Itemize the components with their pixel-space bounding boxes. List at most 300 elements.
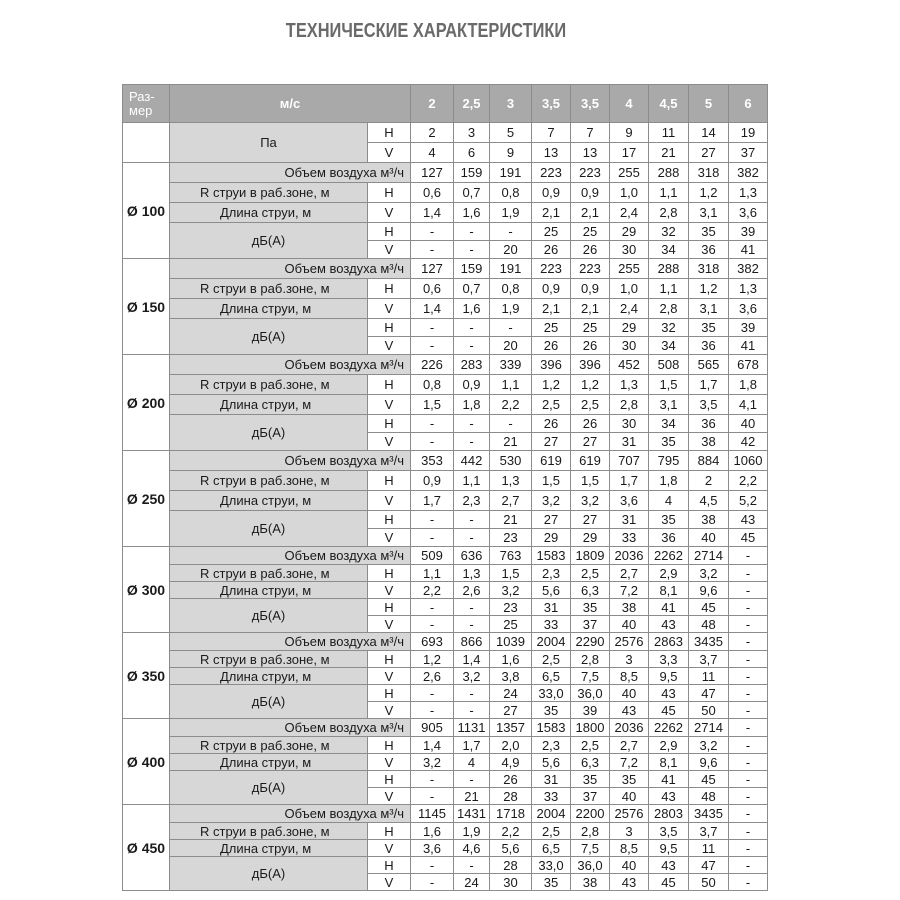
direction-cell: V: [368, 840, 411, 857]
direction-cell: V: [368, 668, 411, 685]
length-label: Длина струи, м: [170, 299, 368, 319]
direction-cell: V: [368, 702, 411, 719]
size-cell: Ø 300: [123, 547, 170, 633]
value-cell: 35: [532, 874, 571, 891]
db-row-h: [123, 319, 768, 337]
value-cell: 37: [729, 143, 768, 163]
value-cell: 40: [610, 857, 649, 874]
value-cell: -: [454, 337, 490, 355]
value-cell: 1800: [571, 719, 610, 737]
value-cell: 35: [571, 771, 610, 788]
value-cell: 2,3: [532, 737, 571, 754]
value-cell: 21: [649, 143, 689, 163]
db-label: дБ(А): [170, 319, 368, 355]
value-cell: 25: [532, 223, 571, 241]
r-jet-row: [123, 375, 768, 395]
value-cell: 0,9: [571, 279, 610, 299]
r-jet-row: [123, 279, 768, 299]
value-cell: -: [454, 511, 490, 529]
value-cell: -: [729, 668, 768, 685]
value-cell: -: [729, 771, 768, 788]
value-cell: 27: [571, 433, 610, 451]
value-cell: 11: [689, 668, 729, 685]
value-cell: -: [411, 433, 454, 451]
value-cell: 38: [689, 511, 729, 529]
db-row-h: [123, 223, 768, 241]
direction-cell: V: [368, 529, 411, 547]
value-cell: -: [729, 616, 768, 633]
value-cell: 1,6: [411, 823, 454, 840]
value-cell: 1,3: [610, 375, 649, 395]
value-cell: 6,3: [571, 754, 610, 771]
volume-label: Объем воздуха м³/ч: [170, 163, 411, 183]
value-cell: 9,6: [689, 582, 729, 599]
value-cell: 35: [532, 702, 571, 719]
value-cell: 26: [532, 415, 571, 433]
value-cell: -: [729, 582, 768, 599]
value-cell: 1,4: [411, 299, 454, 319]
value-cell: 1,2: [689, 279, 729, 299]
direction-cell: V: [368, 874, 411, 891]
value-cell: 5,6: [532, 582, 571, 599]
value-cell: 25: [490, 616, 532, 633]
volume-label: Объем воздуха м³/ч: [170, 633, 411, 651]
value-cell: 1431: [454, 805, 490, 823]
value-cell: 3,2: [490, 582, 532, 599]
value-cell: 693: [411, 633, 454, 651]
value-cell: 619: [532, 451, 571, 471]
db-label: дБ(А): [170, 685, 368, 719]
value-cell: 43: [649, 685, 689, 702]
volume-row: [123, 719, 768, 737]
value-cell: 42: [729, 433, 768, 451]
r-jet-row: [123, 183, 768, 203]
direction-cell: H: [368, 511, 411, 529]
value-cell: 2,1: [532, 299, 571, 319]
value-cell: 8,1: [649, 582, 689, 599]
value-cell: 1,5: [411, 395, 454, 415]
value-cell: 43: [649, 857, 689, 874]
value-cell: 20: [490, 337, 532, 355]
value-cell: 32: [649, 319, 689, 337]
value-cell: 9,6: [689, 754, 729, 771]
direction-cell: H: [368, 599, 411, 616]
value-cell: 1,2: [411, 651, 454, 668]
value-cell: 21: [490, 433, 532, 451]
value-cell: 33,0: [532, 685, 571, 702]
length-row: [123, 491, 768, 511]
value-cell: 37: [571, 616, 610, 633]
value-cell: 9,5: [649, 668, 689, 685]
value-cell: 1,8: [454, 395, 490, 415]
value-cell: 0,9: [532, 279, 571, 299]
value-cell: 2: [689, 471, 729, 491]
value-cell: 36,0: [571, 857, 610, 874]
db-row-h: [123, 511, 768, 529]
r-jet-label: R струи в раб.зоне, м: [170, 279, 368, 299]
speed-col-header: 2: [411, 85, 454, 123]
db-label: дБ(А): [170, 857, 368, 891]
value-cell: 41: [649, 599, 689, 616]
value-cell: 1,3: [490, 471, 532, 491]
length-label: Длина струи, м: [170, 491, 368, 511]
value-cell: 2863: [649, 633, 689, 651]
volume-label: Объем воздуха м³/ч: [170, 547, 411, 565]
value-cell: 3,2: [689, 737, 729, 754]
value-cell: 678: [729, 355, 768, 375]
value-cell: 24: [490, 685, 532, 702]
value-cell: 2,1: [532, 203, 571, 223]
volume-label: Объем воздуха м³/ч: [170, 451, 411, 471]
value-cell: 31: [610, 511, 649, 529]
value-cell: 4: [411, 143, 454, 163]
value-cell: 6: [454, 143, 490, 163]
length-label: Длина струи, м: [170, 840, 368, 857]
value-cell: -: [411, 788, 454, 805]
value-cell: 3,6: [610, 491, 649, 511]
value-cell: 1131: [454, 719, 490, 737]
value-cell: 3: [610, 651, 649, 668]
value-cell: -: [411, 241, 454, 259]
value-cell: 39: [729, 319, 768, 337]
value-cell: 33: [610, 529, 649, 547]
value-cell: 396: [571, 355, 610, 375]
value-cell: 2,7: [610, 565, 649, 582]
value-cell: 38: [689, 433, 729, 451]
value-cell: 25: [571, 223, 610, 241]
value-cell: 707: [610, 451, 649, 471]
value-cell: 40: [610, 616, 649, 633]
value-cell: 442: [454, 451, 490, 471]
volume-row: [123, 259, 768, 279]
value-cell: 1,7: [610, 471, 649, 491]
value-cell: 1,1: [411, 565, 454, 582]
value-cell: 1,3: [729, 183, 768, 203]
value-cell: 0,8: [490, 183, 532, 203]
r-jet-row: [123, 471, 768, 491]
value-cell: 45: [689, 599, 729, 616]
value-cell: 3435: [689, 805, 729, 823]
value-cell: 795: [649, 451, 689, 471]
direction-cell: V: [368, 616, 411, 633]
value-cell: 23: [490, 529, 532, 547]
r-jet-label: R струи в раб.зоне, м: [170, 375, 368, 395]
db-row-h: [123, 599, 768, 616]
value-cell: 11: [649, 123, 689, 143]
value-cell: 25: [571, 319, 610, 337]
value-cell: 5: [490, 123, 532, 143]
direction-cell: V: [368, 203, 411, 223]
value-cell: 34: [649, 415, 689, 433]
length-row: [123, 754, 768, 771]
value-cell: -: [729, 857, 768, 874]
value-cell: 45: [689, 771, 729, 788]
value-cell: 4: [649, 491, 689, 511]
value-cell: 2,8: [571, 651, 610, 668]
value-cell: 2,5: [532, 651, 571, 668]
value-cell: 2,2: [490, 823, 532, 840]
value-cell: 1145: [411, 805, 454, 823]
value-cell: 1,9: [490, 299, 532, 319]
value-cell: 40: [610, 685, 649, 702]
value-cell: 2,2: [411, 582, 454, 599]
value-cell: -: [411, 319, 454, 337]
value-cell: 2,4: [610, 299, 649, 319]
value-cell: 35: [649, 433, 689, 451]
value-cell: -: [729, 737, 768, 754]
db-row-h: [123, 685, 768, 702]
value-cell: 0,6: [411, 183, 454, 203]
volume-row: [123, 451, 768, 471]
value-cell: 30: [610, 415, 649, 433]
value-cell: 2,8: [610, 395, 649, 415]
value-cell: -: [729, 547, 768, 565]
value-cell: 763: [490, 547, 532, 565]
value-cell: 9: [610, 123, 649, 143]
value-cell: 1,8: [729, 375, 768, 395]
db-row-h: [123, 771, 768, 788]
value-cell: 30: [610, 337, 649, 355]
size-cell: Ø 250: [123, 451, 170, 547]
length-label: Длина струи, м: [170, 668, 368, 685]
value-cell: 1060: [729, 451, 768, 471]
value-cell: 6,3: [571, 582, 610, 599]
value-cell: 0,9: [571, 183, 610, 203]
length-label: Длина струи, м: [170, 754, 368, 771]
value-cell: 39: [729, 223, 768, 241]
value-cell: 0,6: [411, 279, 454, 299]
value-cell: 2,2: [729, 471, 768, 491]
value-cell: 5,6: [532, 754, 571, 771]
value-cell: 1,2: [689, 183, 729, 203]
value-cell: 1809: [571, 547, 610, 565]
value-cell: 4,9: [490, 754, 532, 771]
value-cell: -: [729, 685, 768, 702]
value-cell: 4: [454, 754, 490, 771]
value-cell: 223: [571, 259, 610, 279]
value-cell: 34: [649, 337, 689, 355]
value-cell: 1718: [490, 805, 532, 823]
size-cell: Ø 150: [123, 259, 170, 355]
value-cell: -: [411, 223, 454, 241]
value-cell: 3: [454, 123, 490, 143]
size-cell: Ø 350: [123, 633, 170, 719]
value-cell: -: [411, 415, 454, 433]
value-cell: 2,5: [571, 737, 610, 754]
direction-cell: H: [368, 771, 411, 788]
value-cell: 7,2: [610, 754, 649, 771]
value-cell: 2714: [689, 547, 729, 565]
value-cell: -: [411, 529, 454, 547]
value-cell: 530: [490, 451, 532, 471]
value-cell: 2,1: [571, 203, 610, 223]
value-cell: 2,5: [571, 395, 610, 415]
value-cell: 2,5: [532, 395, 571, 415]
value-cell: 2,3: [532, 565, 571, 582]
value-cell: -: [729, 805, 768, 823]
value-cell: 3: [610, 823, 649, 840]
value-cell: 13: [571, 143, 610, 163]
direction-cell: H: [368, 375, 411, 395]
direction-cell: V: [368, 582, 411, 599]
value-cell: 43: [729, 511, 768, 529]
value-cell: -: [411, 599, 454, 616]
value-cell: -: [411, 874, 454, 891]
value-cell: 27: [571, 511, 610, 529]
value-cell: 2200: [571, 805, 610, 823]
value-cell: -: [729, 702, 768, 719]
length-row: [123, 840, 768, 857]
value-cell: 28: [490, 857, 532, 874]
value-cell: 29: [532, 529, 571, 547]
value-cell: 29: [571, 529, 610, 547]
direction-cell: V: [368, 395, 411, 415]
value-cell: 1,1: [649, 279, 689, 299]
value-cell: 1,7: [454, 737, 490, 754]
value-cell: 2,2: [490, 395, 532, 415]
value-cell: 1,4: [411, 737, 454, 754]
value-cell: 318: [689, 259, 729, 279]
speed-header: м/с: [170, 85, 411, 123]
volume-row: [123, 805, 768, 823]
value-cell: 31: [532, 599, 571, 616]
value-cell: 884: [689, 451, 729, 471]
value-cell: 31: [532, 771, 571, 788]
value-cell: 30: [490, 874, 532, 891]
speed-col-header: 3: [490, 85, 532, 123]
value-cell: 2,9: [649, 737, 689, 754]
page-title: ТЕХНИЧЕСКИЕ ХАРАКТЕРИСТИКИ: [285, 20, 567, 42]
value-cell: -: [729, 823, 768, 840]
value-cell: 11: [689, 840, 729, 857]
speed-col-header: 4: [610, 85, 649, 123]
value-cell: 255: [610, 163, 649, 183]
value-cell: 191: [490, 259, 532, 279]
direction-cell: H: [368, 565, 411, 582]
value-cell: -: [411, 337, 454, 355]
pa-row-h: [123, 123, 768, 143]
direction-cell: H: [368, 223, 411, 241]
value-cell: 127: [411, 259, 454, 279]
value-cell: 3,5: [689, 395, 729, 415]
value-cell: 35: [689, 223, 729, 241]
value-cell: 29: [610, 319, 649, 337]
speed-col-header: 3,5: [571, 85, 610, 123]
value-cell: 2,8: [649, 203, 689, 223]
value-cell: 223: [571, 163, 610, 183]
value-cell: 41: [729, 337, 768, 355]
value-cell: 45: [649, 702, 689, 719]
value-cell: 3,6: [729, 299, 768, 319]
value-cell: 20: [490, 241, 532, 259]
value-cell: 7,5: [571, 840, 610, 857]
value-cell: 33: [532, 788, 571, 805]
value-cell: 382: [729, 259, 768, 279]
direction-cell: H: [368, 685, 411, 702]
value-cell: -: [729, 565, 768, 582]
volume-row: [123, 633, 768, 651]
value-cell: 21: [454, 788, 490, 805]
value-cell: -: [729, 840, 768, 857]
value-cell: 43: [649, 788, 689, 805]
value-cell: 1,1: [490, 375, 532, 395]
value-cell: 2036: [610, 547, 649, 565]
value-cell: 2262: [649, 719, 689, 737]
value-cell: 3,1: [689, 203, 729, 223]
value-cell: 8,1: [649, 754, 689, 771]
r-jet-row: [123, 823, 768, 840]
value-cell: 33,0: [532, 857, 571, 874]
value-cell: 159: [454, 259, 490, 279]
value-cell: 13: [532, 143, 571, 163]
value-cell: 37: [571, 788, 610, 805]
direction-cell: H: [368, 857, 411, 874]
value-cell: 41: [729, 241, 768, 259]
value-cell: -: [411, 702, 454, 719]
value-cell: 255: [610, 259, 649, 279]
value-cell: -: [411, 857, 454, 874]
speed-col-header: 3,5: [532, 85, 571, 123]
value-cell: 2,7: [490, 491, 532, 511]
value-cell: 27: [490, 702, 532, 719]
value-cell: -: [454, 685, 490, 702]
value-cell: 0,8: [490, 279, 532, 299]
db-label: дБ(А): [170, 511, 368, 547]
value-cell: -: [454, 415, 490, 433]
r-jet-row: [123, 651, 768, 668]
r-jet-label: R струи в раб.зоне, м: [170, 565, 368, 582]
value-cell: 39: [571, 702, 610, 719]
value-cell: 2576: [610, 633, 649, 651]
value-cell: 0,7: [454, 183, 490, 203]
speed-col-header: 4,5: [649, 85, 689, 123]
value-cell: 38: [571, 874, 610, 891]
value-cell: 2: [411, 123, 454, 143]
value-cell: -: [729, 633, 768, 651]
db-label: дБ(А): [170, 415, 368, 451]
value-cell: 26: [571, 337, 610, 355]
direction-cell: H: [368, 651, 411, 668]
value-cell: 223: [532, 259, 571, 279]
value-cell: 2262: [649, 547, 689, 565]
pa-label: Па: [170, 123, 368, 163]
db-label: дБ(А): [170, 223, 368, 259]
value-cell: 4,6: [454, 840, 490, 857]
value-cell: 29: [610, 223, 649, 241]
value-cell: 191: [490, 163, 532, 183]
value-cell: 565: [689, 355, 729, 375]
db-row-h: [123, 415, 768, 433]
direction-cell: V: [368, 143, 411, 163]
size-cell: Ø 200: [123, 355, 170, 451]
value-cell: 3,6: [411, 840, 454, 857]
volume-label: Объем воздуха м³/ч: [170, 355, 411, 375]
value-cell: 50: [689, 702, 729, 719]
header-row: [123, 85, 768, 123]
value-cell: 1,6: [490, 651, 532, 668]
value-cell: 3,1: [689, 299, 729, 319]
length-row: [123, 582, 768, 599]
value-cell: 226: [411, 355, 454, 375]
direction-cell: H: [368, 123, 411, 143]
value-cell: 28: [490, 788, 532, 805]
value-cell: -: [411, 616, 454, 633]
length-row: [123, 203, 768, 223]
value-cell: 45: [729, 529, 768, 547]
value-cell: 17: [610, 143, 649, 163]
value-cell: -: [729, 754, 768, 771]
value-cell: 339: [490, 355, 532, 375]
